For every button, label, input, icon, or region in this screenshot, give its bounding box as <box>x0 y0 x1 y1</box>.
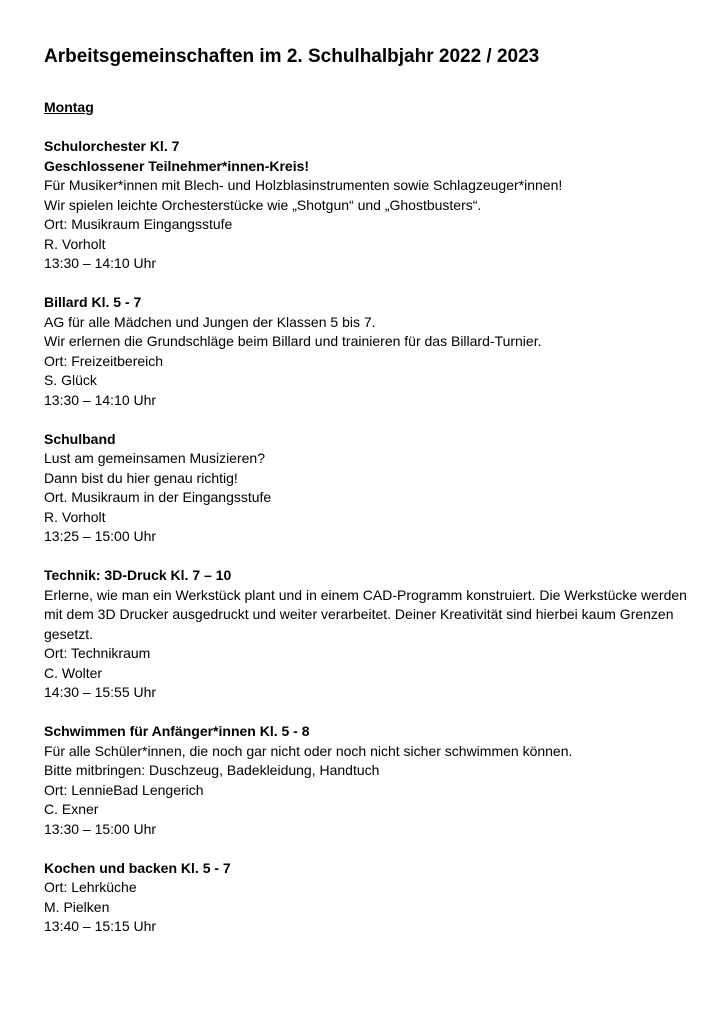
ag-teacher: M. Pielken <box>44 898 110 915</box>
ag-title: Schulband <box>44 430 116 447</box>
ag-schwimmen <box>44 722 694 839</box>
document-title: Arbeitsgemeinschaften im 2. Schulhalbjahr 2022 / 2023 <box>44 46 540 67</box>
ag-teacher: C. Wolter <box>44 664 103 681</box>
ag-teacher: S. Glück <box>44 372 97 388</box>
day-heading: Montag <box>44 99 94 115</box>
ag-teacher: C. Exner <box>44 801 99 817</box>
ag-description-line: Wir erlernen die Grundschläge beim Billard und trainieren für das Billard-Turnier. <box>44 333 542 349</box>
ag-time: 14:30 – 15:55 Uhr <box>44 684 157 700</box>
ag-description-line: AG für alle Mädchen und Jungen der Klassen 5 bis 7. <box>44 313 376 330</box>
ag-location: Ort: Musikraum Eingangsstufe <box>44 216 233 232</box>
ag-time: 13:25 – 15:00 Uhr <box>44 528 157 544</box>
ag-kochen-backen <box>44 859 694 937</box>
ag-time: 13:30 – 14:10 Uhr <box>44 255 157 271</box>
document-page <box>44 44 694 937</box>
ag-technik-3d-druck <box>44 566 694 703</box>
ag-description-paragraph: Erlerne, wie man ein Werkstück plant und in einem CAD-Programm konstruiert. Die Werkstücke werden mit dem 3D Drucker ausgedruckt und weiter verarbeitet. Deiner Kreativität sind hierbei kaum Grenzen gesetzt. <box>44 586 687 642</box>
ag-schulorchester <box>44 137 694 274</box>
ag-description-line: Für Musiker*innen mit Blech- und Holzblasinstrumenten sowie Schlagzeuger*innen! <box>44 177 563 193</box>
ag-title: Technik: 3D-Druck Kl. 7 – 10 <box>44 567 232 583</box>
ag-teacher: R. Vorholt <box>44 508 106 525</box>
ag-time: 13:30 – 15:00 Uhr <box>44 820 157 837</box>
ag-location: Ort: Lehrküche <box>44 879 137 895</box>
ag-billard <box>44 293 694 410</box>
ag-title: Billard Kl. 5 - 7 <box>44 294 142 310</box>
ag-subtitle: Geschlossener Teilnehmer*innen-Kreis! <box>44 157 310 174</box>
ag-location: Ort: Freizeitbereich <box>44 352 164 369</box>
ag-location: Ort. Musikraum in der Eingangsstufe <box>44 489 272 505</box>
ag-description-line: Dann bist du hier genau richtig! <box>44 469 238 486</box>
ag-title: Kochen und backen Kl. 5 - 7 <box>44 859 231 876</box>
ag-description-line: Wir spielen leichte Orchesterstücke wie „Shotgun“ und „Ghostbusters“. <box>44 196 482 213</box>
ag-description-line: Für alle Schüler*innen, die noch gar nicht oder noch nicht sicher schwimmen können. <box>44 742 573 759</box>
ag-time: 13:40 – 15:15 Uhr <box>44 918 157 934</box>
ag-location: Ort: LennieBad Lengerich <box>44 781 204 798</box>
ag-title: Schwimmen für Anfänger*innen Kl. 5 - 8 <box>44 723 310 739</box>
ag-teacher: R. Vorholt <box>44 235 106 252</box>
ag-title: Schulorchester Kl. 7 <box>44 138 180 154</box>
ag-description-line: Bitte mitbringen: Duschzeug, Badekleidung, Handtuch <box>44 762 380 778</box>
ag-description-line: Lust am gemeinsamen Musizieren? <box>44 450 265 466</box>
ag-time: 13:30 – 14:10 Uhr <box>44 391 157 408</box>
ag-location: Ort: Technikraum <box>44 645 151 661</box>
ag-schulband <box>44 430 694 547</box>
